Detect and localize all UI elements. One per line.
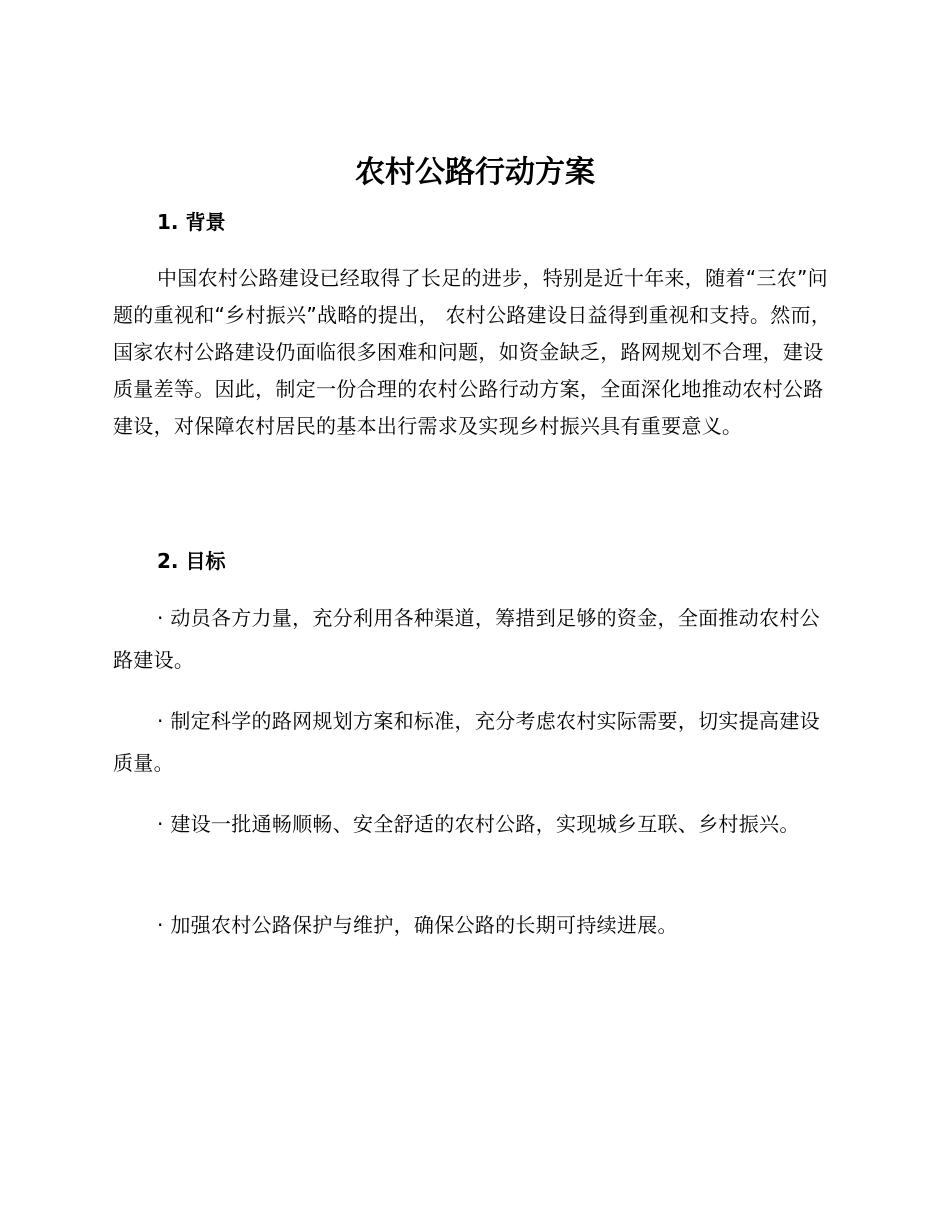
goal-item: · 加强农村公路保护与维护，确保公路的长期可持续进展。 (157, 913, 678, 937)
document-title: 农村公路行动方案 (355, 155, 595, 190)
section-heading-background: 1. 背景 (157, 210, 226, 234)
background-paragraph: 中国农村公路建设已经取得了长足的进步，特别是近十年来，随着“三农”问题的重视和“乡村振兴”战略的提出， 农村公路建设日益得到重视和支持。然而，国家农村公路建设仍面临很多困难和问题，如资金缺乏，路网规划不合理，建设质量差等。因此，制定一份合理的农村公路行动方案，全面深化地推动农村公路建设，对保障农村居民的基本出行需求及实现乡村振兴具有重要意义。 (113, 266, 832, 438)
goal-item: · 制定科学的路网规划方案和标准，充分考虑农村实际需要，切实提高建设质量。 (113, 709, 820, 775)
section-heading-goals: 2. 目标 (157, 549, 226, 573)
goal-item: · 建设一批通畅顺畅、安全舒适的农村公路，实现城乡互联、乡村振兴。 (157, 812, 800, 836)
goal-item: · 动员各方力量，充分利用各种渠道，筹措到足够的资金，全面推动农村公路建设。 (113, 606, 820, 672)
